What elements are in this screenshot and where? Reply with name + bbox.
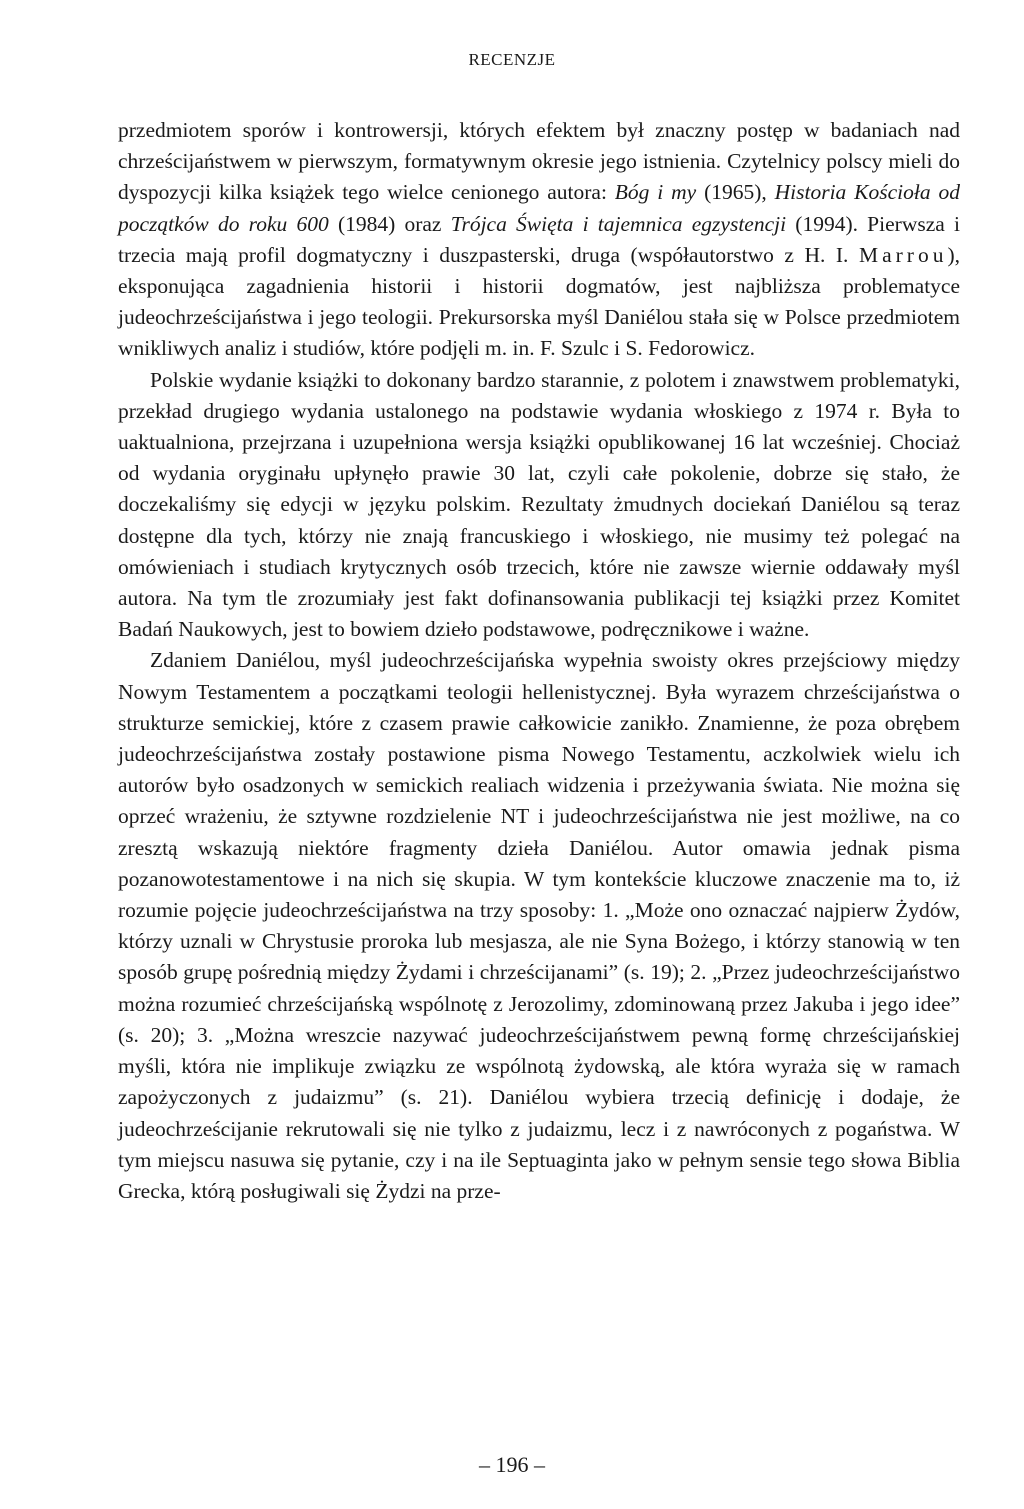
author-name-marrou: Marrou [858, 242, 948, 267]
paragraph-1-text-b: (1965), [696, 180, 775, 205]
book-title-historia-kosciola: Historia Kościoła od początków do roku 600 [118, 180, 960, 236]
paragraph-1 [118, 115, 960, 365]
paragraph-3: Zdaniem Daniélou, myśl judeochrześcijańska wypełnia swoisty okres przejściowy między Nowym Testamentem a początkami teologii hellenistycznej. Była wyrazem chrześcijaństwa o strukturze semickiej, które z czasem prawie całkowicie zanikło. Znamienne, że poza obrębem judeochrześcijaństwa zostały postawione pisma Nowego Testamentu, aczkolwiek wielu ich autorów było osadzonych w semickich realiach widzenia i przeżywania świata. Nie można się oprzeć wrażeniu, że sztywne rozdzielenie NT i judeochrześcijaństwa nie jest możliwe, na co zresztą wskazują niektóre fragmenty dzieła Daniélou. Autor omawia jednak pisma pozanowotestamentowe i na nich się skupia. W tym kontekście kluczowe znaczenie ma to, iż rozumie pojęcie judeochrześcijaństwa na trzy sposoby: 1. „Może ono oznaczać najpierw Żydów, którzy uznali w Chrystusie proroka lub mesjasza, ale nie Syna Bożego, i którzy stanowią w ten sposób grupę pośrednią między Żydami i chrześcijanami” (s. 19); 2. „Przez judeochrześcijaństwo można rozumieć chrześcijańską wspólnotę z Jerozolimy, zdominowaną przez Jakuba i jego idee” (s. 20); 3. „Można wreszcie nazywać judeochrześcijaństwem pewną formę chrześcijańskiej myśli, która nie implikuje związku ze wspólnotą żydowską, ale która wyraża się w ramach zapożyczonych z judaizmu” (s. 21). Daniélou wybiera trzecią definicję i dodaje, że judeochrześcijanie rekrutowali się nie tylko z judaizmu, lecz i z nawróconych z pogaństwa. W tym miejscu nasuwa się pytanie, czy i na ile Septuaginta jako w pełnym sensie tego słowa Biblia Grecka, którą posługiwali się Żydzi na prze- [118, 648, 960, 1203]
paragraph-1-text-c: (1984) oraz [328, 211, 451, 236]
book-title-bog-i-my: Bóg i my [614, 180, 697, 205]
running-header: RECENZJE [468, 50, 556, 69]
book-title-trojca-swieta: Trójca Święta i tajemnica egzystencji [450, 211, 787, 236]
page-body [118, 115, 960, 1207]
paragraph-2: Polskie wydanie książki to dokonany bardzo starannie, z polotem i znawstwem problematyki, przekład drugiego wydania ustalonego na podstawie wydania włoskiego z 1974 r. Była to uaktualniona, przejrzana i uzupełniona wersja książki opublikowanej 16 lat wcześniej. Chociaż od wydania oryginału upłynęło prawie 30 lat, czyli całe pokolenie, dobrze się stało, że doczekaliśmy się edycji w języku polskim. Rezultaty żmudnych dociekań Daniélou są teraz dostępne dla tych, którzy nie znają francuskiego i włoskiego, nie musimy też polegać na omówieniach i studiach krytycznych osób trzecich, które nie zawsze wiernie oddawały myśl autora. Na tym tle zrozumiały jest fakt dofinansowania publikacji tej książki przez Komitet Badań Naukowych, jest to bowiem dzieło podstawowe, podręcznikowe i ważne. [118, 367, 960, 642]
page-number: – 196 – [479, 1452, 545, 1477]
paragraph-1-text-e: ), eksponująca zagadnienia historii i historii dogmatów, jest najbliższa problematyce judeochrześcijaństwa i jego teologii. Prekursorska myśl Daniélou stała się w Polsce przedmiotem wnikliwych analiz i studiów, które podjęli m. in. F. Szulc i S. Fedorowicz. [118, 242, 960, 361]
paragraph-1-text-d: (1994). Pierwsza i trzecia mają profil dogmatyczny i duszpasterski, druga (współautorstwo z H. I. [118, 211, 960, 267]
paragraph-1-text-a: przedmiotem sporów i kontrowersji, których efektem był znaczny postęp w badaniach nad chrześcijaństwem w pierwszym, formatywnym okresie jego istnienia. Czytelnicy polscy mieli do dyspozycji kilka książek tego wielce cenionego autora: [118, 118, 960, 205]
